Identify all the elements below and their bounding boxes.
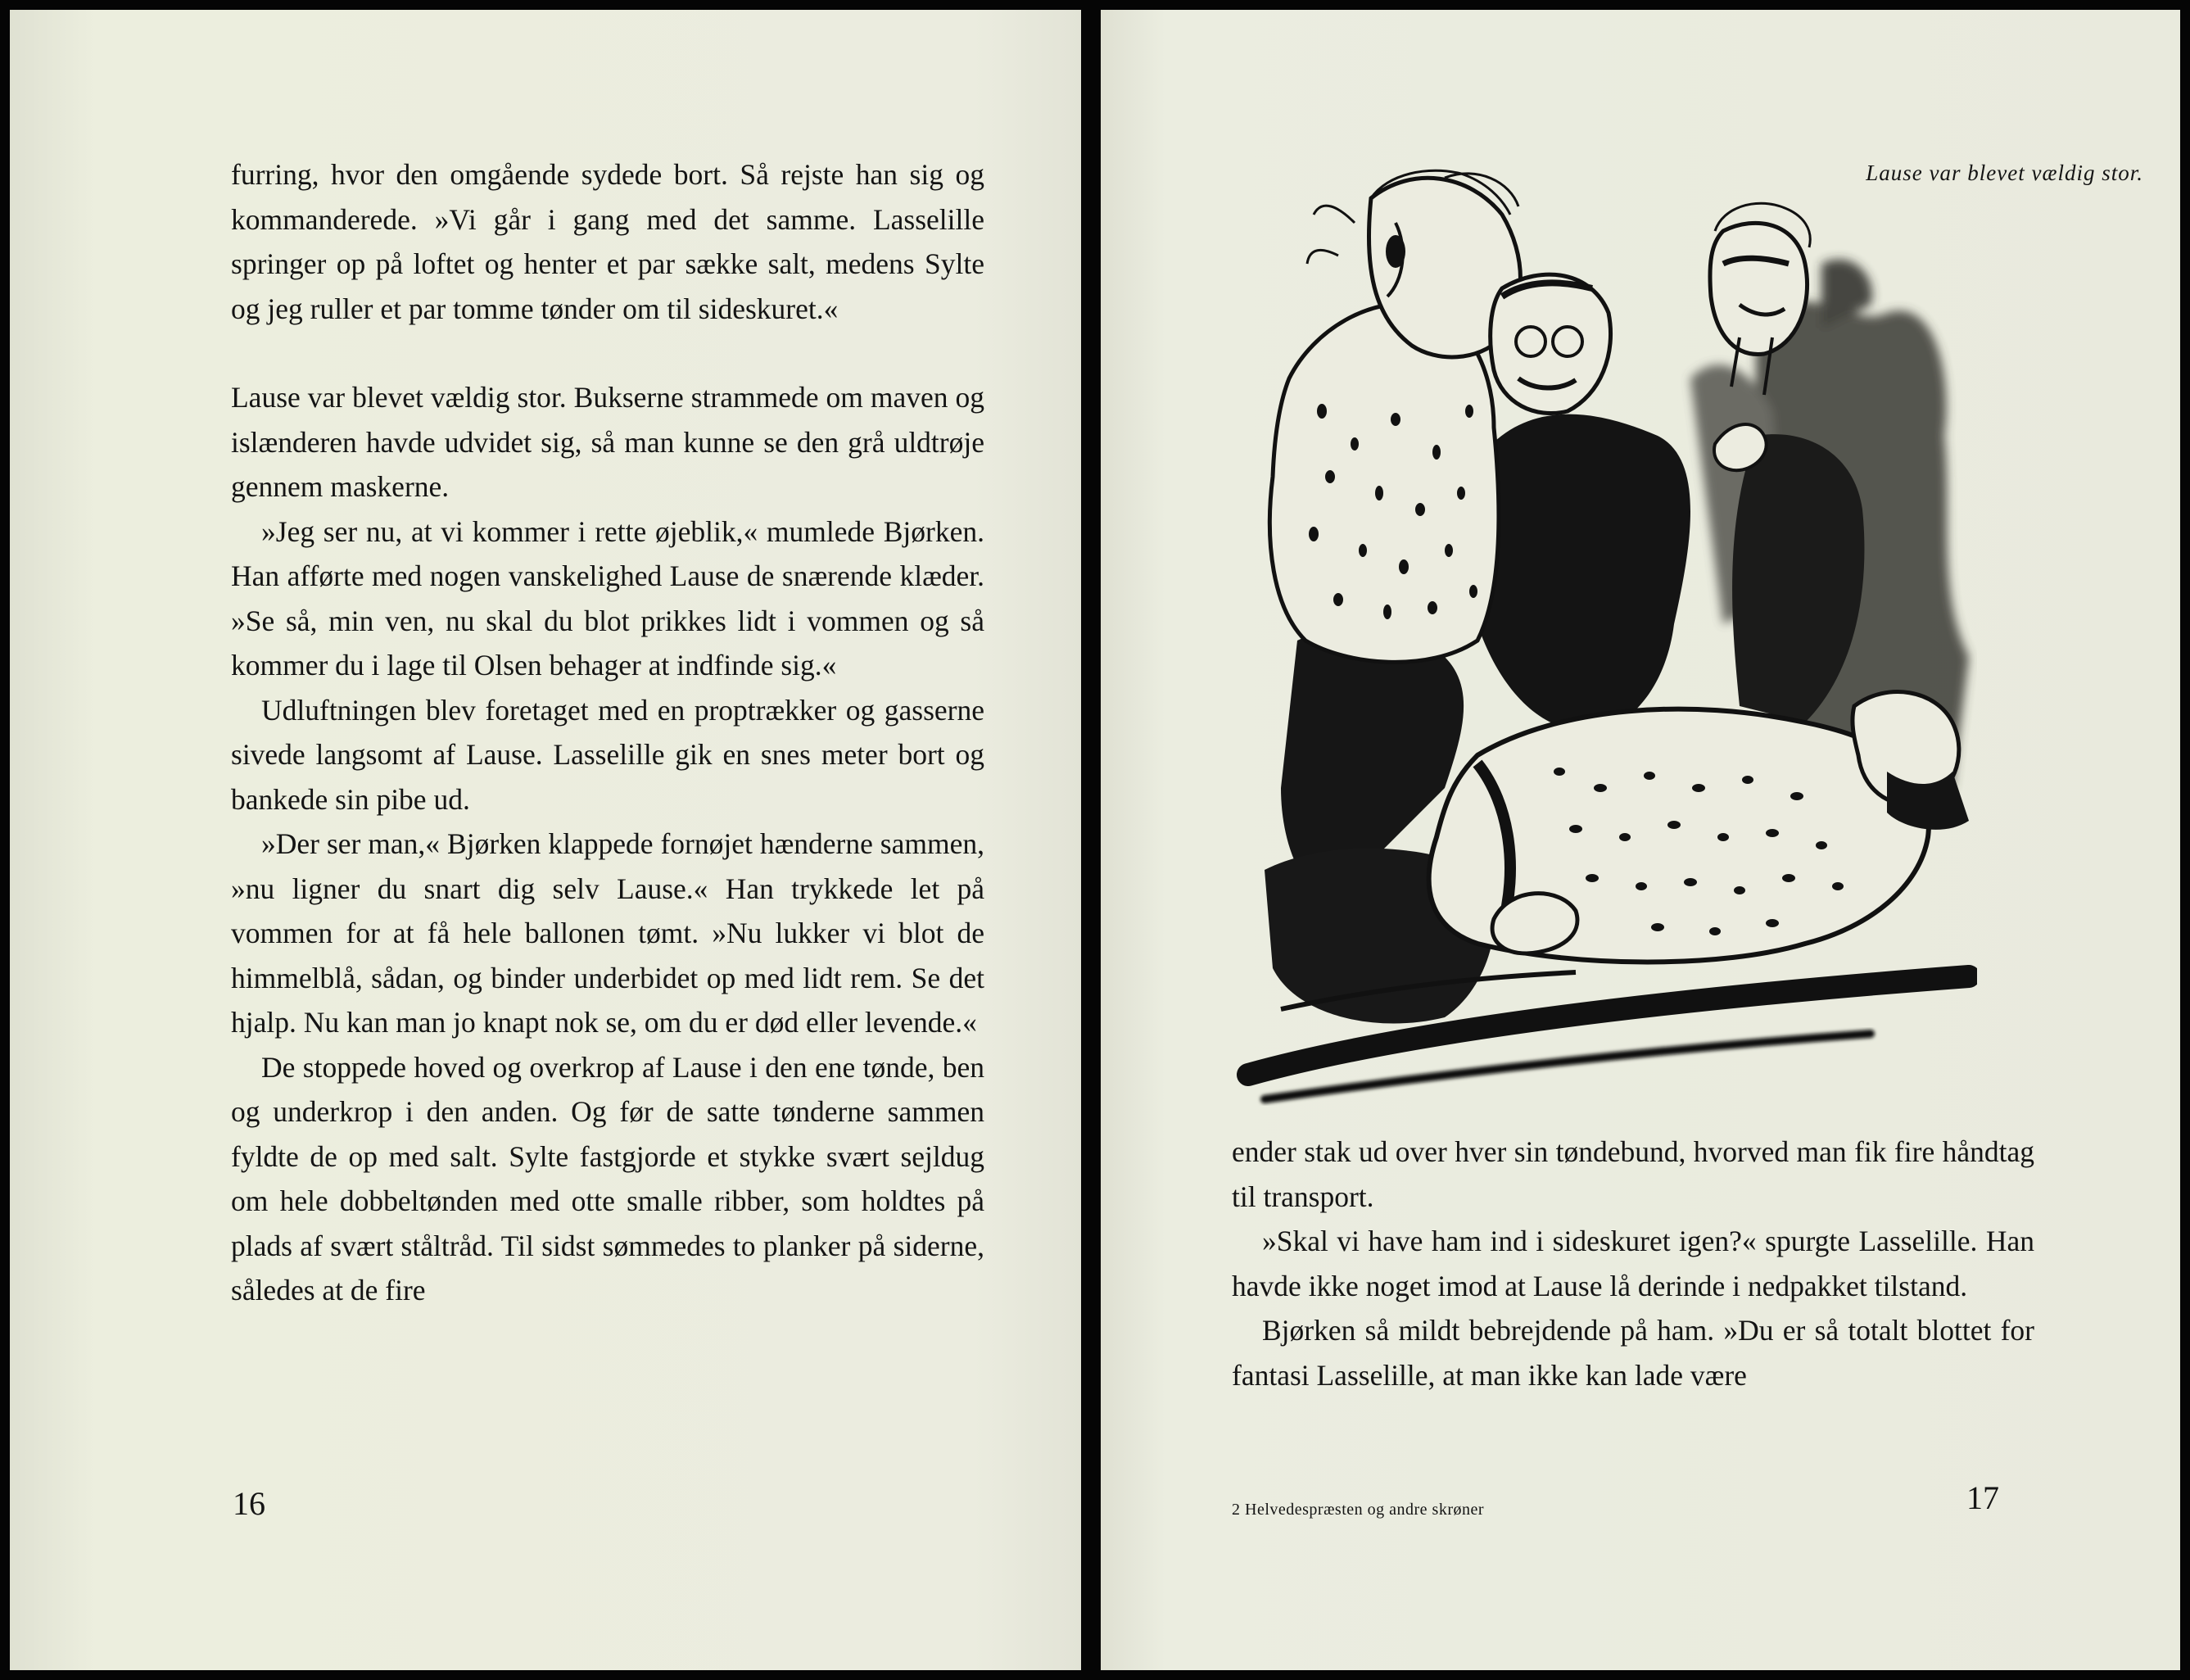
- ink-illustration: [1232, 165, 1977, 1116]
- paragraph: Udluftningen blev foretaget med en proptrækker og gasserne sivede langsomt af Lause. Lasselille gik en snes meter bort og bankede sin pibe ud.: [231, 693, 984, 816]
- paragraph: furring, hvor den omgående sydede bort. Så rejste han sig og kommanderede. »Vi går i gang med det samme. Lasselille springer op på loftet og henter et par sække salt, medens Sylte og jeg ruller et par tomme tønder om til sideskuret.«: [231, 158, 984, 325]
- paragraph: Bjørken så mildt bebrejdende på ham. »Du er så totalt blottet for fantasi Lasselille, at man ikke kan lade være: [1232, 1314, 2034, 1392]
- page-number: 17: [1966, 1479, 1999, 1516]
- paragraph: ender stak ud over hver sin tøndebund, hvorved man fik fire håndtag til transport.: [1232, 1135, 2034, 1213]
- paragraph-gap: [231, 331, 984, 375]
- paragraph: De stoppede hoved og overkrop af Lause i den ene tønde, ben og underkrop i den anden. Og før de satte tønderne sammen fyldte de op med salt. Sylte fastgjorde et stykke svært sejldug om hele dobbeltønden med otte smalle ribber, som holdtes på plads af svært ståltråd. Til sidst sømmedes to planker på siderne, således at de fire: [231, 1050, 984, 1306]
- paragraph: Lause var blevet vældig stor. Bukserne strammede om maven og islænderen havde udvidet sig, så man kunne se den grå uldtrøje gennem maskerne.: [231, 381, 984, 503]
- paragraph: »Skal vi have ham ind i sideskuret igen?« spurgte Lasselille. Han havde ikke noget imod at Lause lå derinde i nedpakket tilstand.: [1232, 1225, 2034, 1302]
- right-page: [1101, 10, 2180, 1670]
- right-page-body: [1232, 1130, 2034, 1397]
- running-head: Lause var blevet vældig stor.: [1866, 161, 2143, 185]
- left-page: [10, 10, 1081, 1670]
- paragraph: »Der ser man,« Bjørken klappede fornøjet hænderne sammen, »nu ligner du snart dig selv Lause.« Han trykkede let på vommen for at få hele ballonen tømt. »Nu lukker vi blot de himmelblå, sådan, og binder underbidet op med lidt rem. Se det hjalp. Nu kan man jo knapt nok se, om du er død eller levende.«: [231, 827, 984, 1039]
- page-number: 16: [233, 1485, 265, 1522]
- signature-mark: 2 Helvedespræsten og andre skrøner: [1232, 1501, 1485, 1519]
- paragraph: »Jeg ser nu, at vi kommer i rette øjeblik,« mumlede Bjørken. Han afførte med nogen vanskelighed Lause de snærende klæder. »Se så, min ven, nu skal du blot prikkes lidt i vommen og så kommer du i lage til Olsen behager at indfinde sig.«: [231, 514, 984, 682]
- left-page-body: [231, 152, 984, 1313]
